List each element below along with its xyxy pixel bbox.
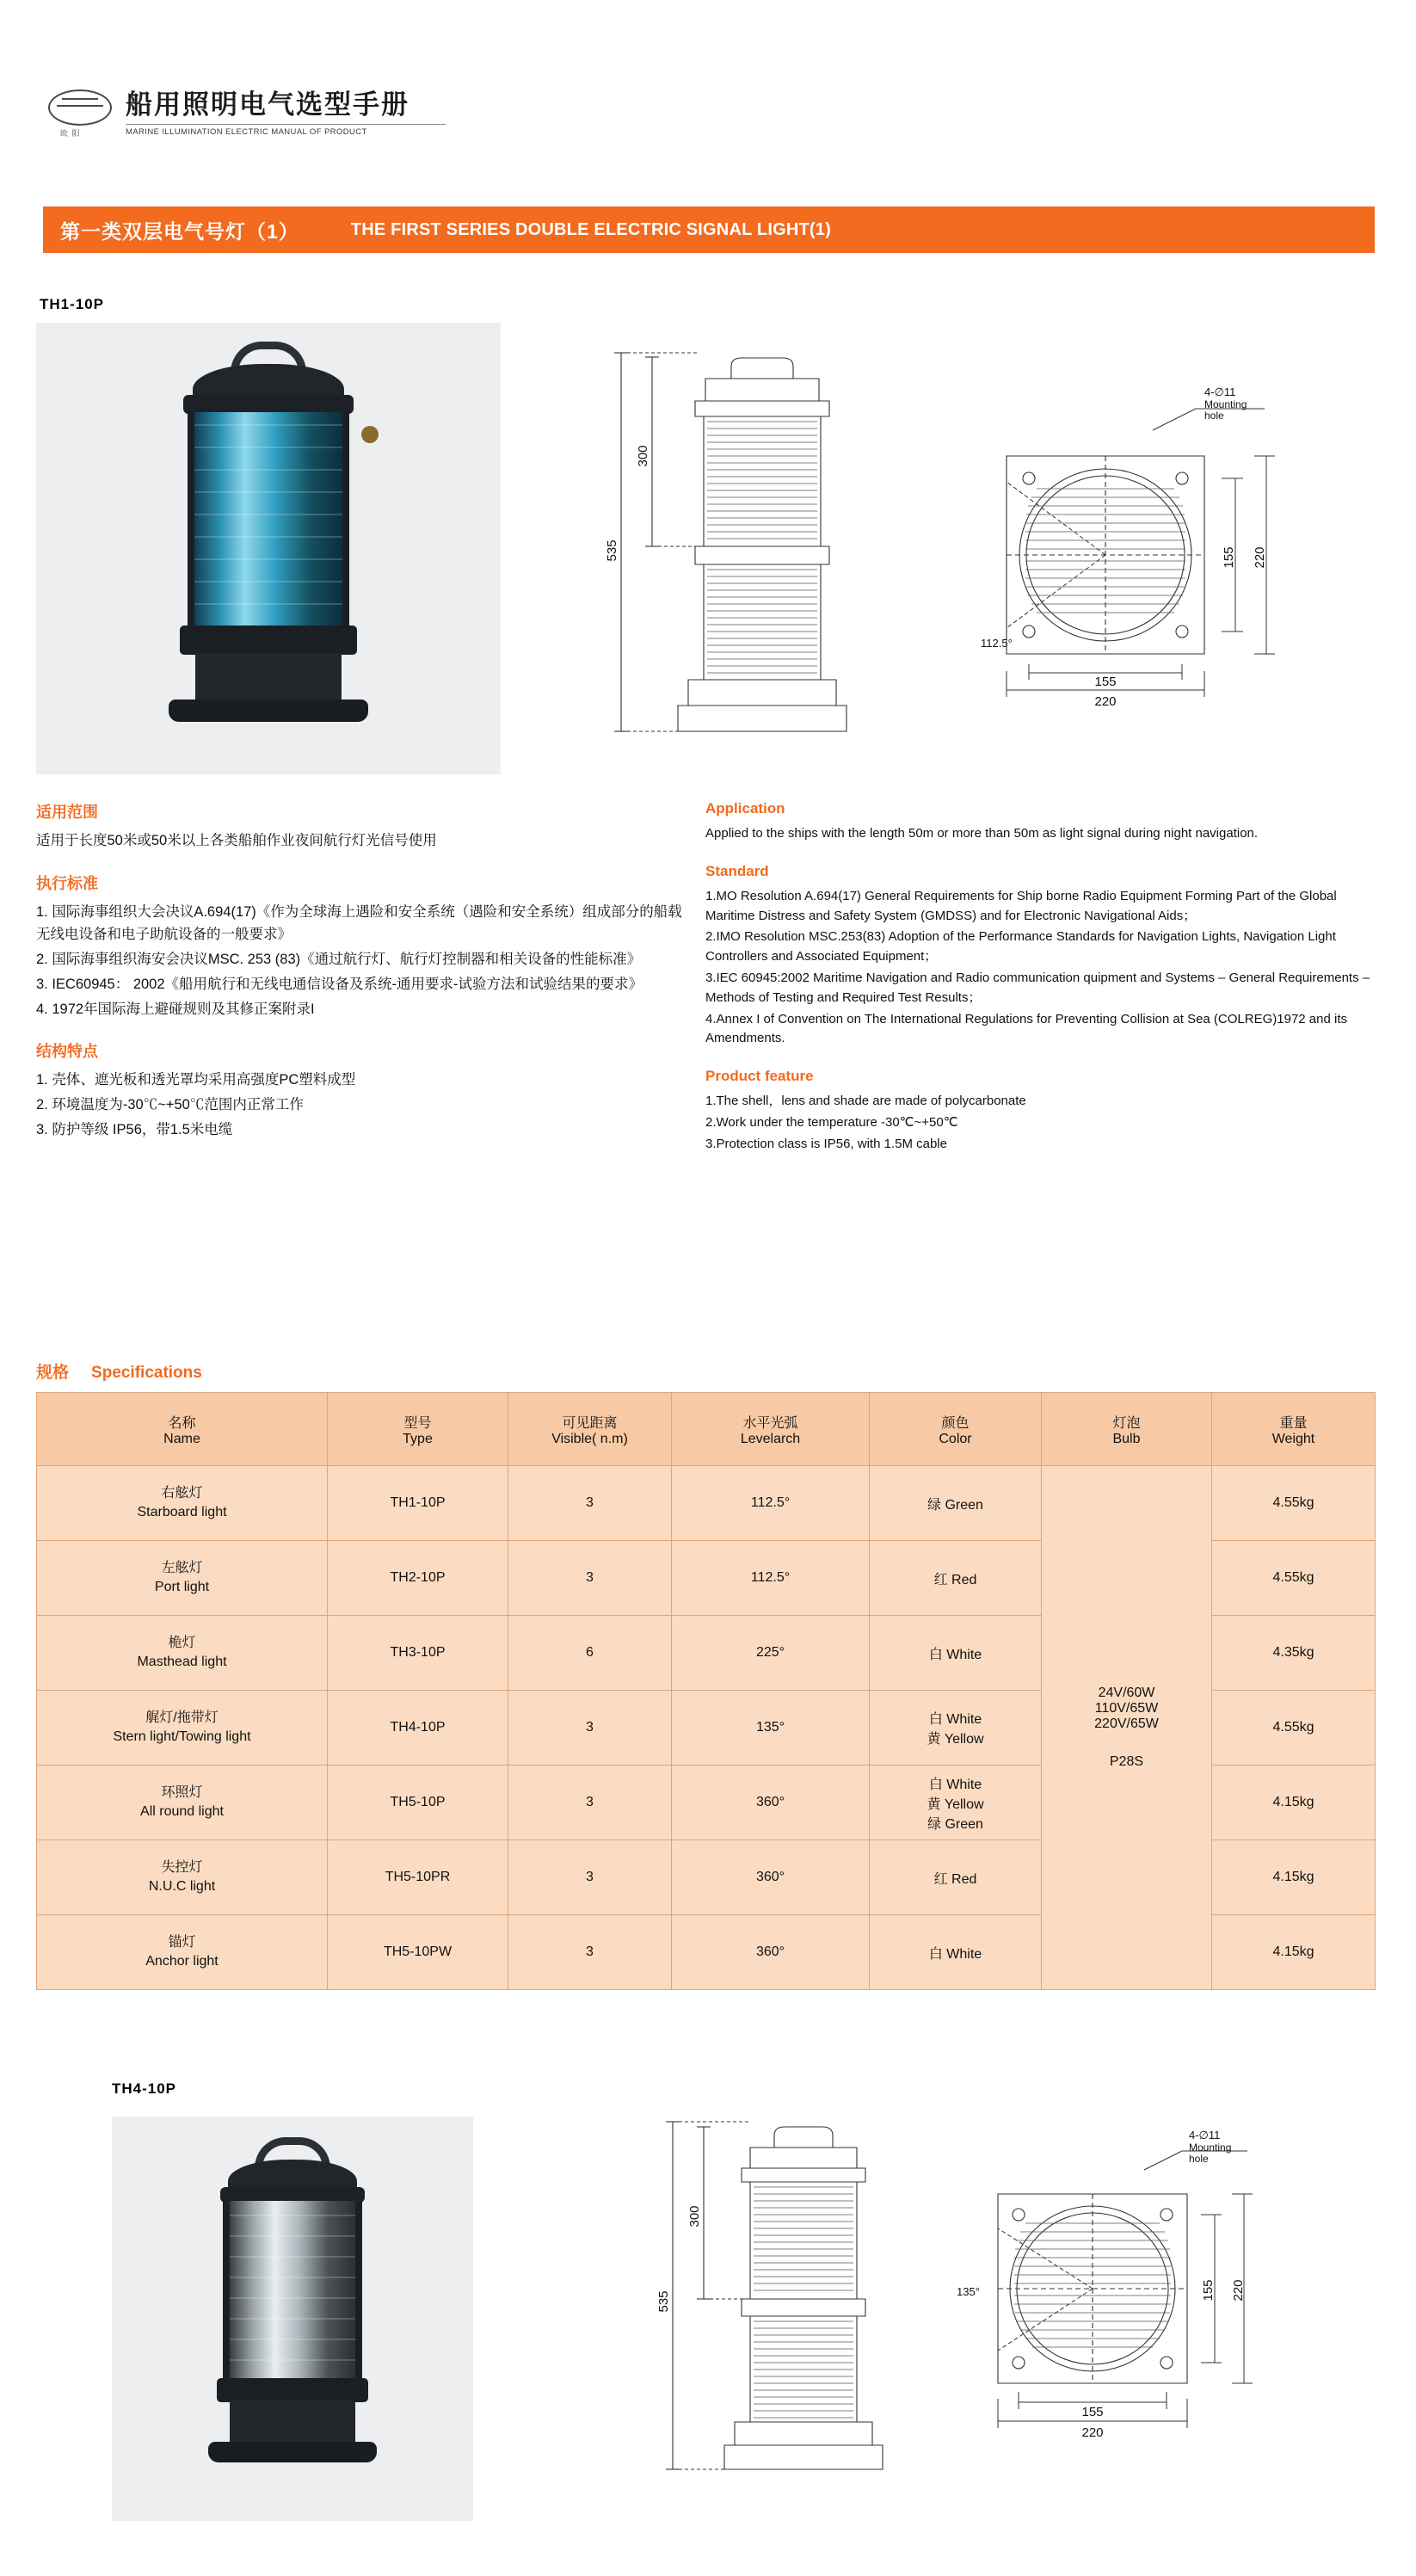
cell-name-cn: 锚灯 [168,1935,196,1950]
cell-visible: 3 [508,1691,672,1766]
dim-inner-height: 155 [1222,546,1236,569]
cell-name [37,1915,328,1990]
spec-title-en: Specifications [91,1364,202,1382]
dim-inner-width-2: 155 [1081,2405,1104,2419]
cell-color-item: 红 Red [933,1572,977,1587]
cell-color-item: 白 White [928,1712,982,1727]
col-weight-en: Weight [1271,1431,1315,1446]
cell-levelarch: 360° [672,1915,870,1990]
dim-inner-width: 155 [1094,675,1117,689]
col-weight-cn: 重量 [1279,1415,1308,1431]
cell-name-cn: 右舷灯 [161,1486,203,1501]
standard-head-en: Standard [705,862,769,879]
dim-flange-height: 220 [1253,546,1267,569]
text-column-en [705,800,1385,1174]
cell-color [870,1840,1042,1915]
table-row [37,1466,1376,1541]
banner-title-cn: 第一类双层电气号灯（1） [60,219,299,243]
feature-head-en: Product feature [705,1068,814,1085]
mounting-hole-note-3: hole [1189,2153,1209,2165]
cell-name-en: Stern light/Towing light [113,1729,251,1744]
cell-name-cn: 艉灯/拖带灯 [145,1710,219,1726]
banner-title-en: THE FIRST SERIES DOUBLE ELECTRIC SIGNAL LIGHT(1) [350,219,831,239]
cell-weight: 4.55kg [1212,1691,1376,1766]
cell-name-en: All round light [140,1804,224,1819]
cell-levelarch: 225° [672,1616,870,1691]
cell-levelarch: 360° [672,1766,870,1840]
col-visible-cn: 可见距离 [562,1415,618,1431]
model-label-th1-10p: TH1-10P [40,296,105,312]
cell-name-cn: 失控灯 [161,1860,203,1876]
standard-item-en: 1.MO Resolution A.694(17) General Requirements for Ship borne Radio Equipment Forming Part of the Global Maritime Distress and Safety System (GMDSS) and for Electronic Navigational Aids； [705,888,1337,923]
cell-name [37,1616,328,1691]
scope-head-cn: 适用范围 [36,804,98,821]
standard-body-en [705,887,1385,1049]
cell-visible: 3 [508,1766,672,1840]
dim-upper-height: 300 [636,445,650,467]
dim-width-2: 220 [1081,2425,1104,2440]
cell-type: TH1-10P [328,1466,508,1541]
standard-item-en: 2.IMO Resolution MSC.253(83) Adoption of the Performance Standards for Navigation Lights, Navigation Light Controllers and Associated Equipment； [705,929,1336,964]
cell-name-en: Anchor light [145,1954,219,1969]
mounting-hole-note-1: 4-∅11 [1189,2129,1221,2142]
standard-item-cn: 1. 国际海事组织大会决议A.694(17)《作为全球海上遇险和安全系统（遇险和安全系统）组成部分的船载无线电设备和电子助航设备的一般要求》 [36,903,682,943]
cell-type: TH3-10P [328,1616,508,1691]
document-title-en: MARINE ILLUMINATION ELECTRIC MANUAL OF PRODUCT [126,124,446,137]
feature-body-en [705,1092,1385,1154]
technical-drawing-th4-10p [654,2099,1342,2504]
cell-name [37,1766,328,1840]
cell-levelarch: 135° [672,1691,870,1766]
cell-color [870,1616,1042,1691]
product-photo-th4-10p [112,2117,473,2521]
bulb-socket: P28S [1109,1754,1144,1769]
standard-head-cn: 执行标准 [36,874,98,892]
col-name-en: Name [163,1431,200,1446]
cell-name-en: Port light [154,1580,210,1594]
cell-weight: 4.15kg [1212,1766,1376,1840]
bulb-line: 24V/60W [1098,1685,1155,1700]
col-name-cn: 名称 [168,1415,196,1431]
cell-weight: 4.55kg [1212,1541,1376,1616]
col-levelarch [672,1393,870,1466]
col-type [328,1393,508,1466]
cell-type: TH5-10PW [328,1915,508,1990]
cell-color [870,1466,1042,1541]
col-type-cn: 型号 [403,1415,432,1431]
bulb-line: 220V/65W [1094,1716,1159,1731]
cell-color-item: 绿 Green [927,1816,983,1832]
cell-color [870,1691,1042,1766]
angle-label-2: 135° [957,2285,980,2298]
col-weight [1212,1393,1376,1466]
dim-upper-height-2: 300 [687,2205,702,2228]
cell-bulb [1042,1466,1212,1990]
cell-type: TH2-10P [328,1541,508,1616]
feature-head-cn: 结构特点 [36,1043,98,1061]
cell-name-cn: 左舷灯 [161,1561,203,1576]
document-header [45,83,446,146]
cell-name [37,1541,328,1616]
standard-item-en: 3.IEC 60945:2002 Maritime Navigation and Radio communication quipment and Systems – General Requirements – Methods of Testing and Required Test Results； [705,970,1370,1005]
standard-item-cn: 3. IEC60945： 2002《船用航行和无线电通信设备及系统-通用要求-试验方法和试验结果的要求》 [36,976,643,992]
spec-title-cn: 规格 [36,1364,70,1382]
col-visible [508,1393,672,1466]
cell-visible: 3 [508,1915,672,1990]
standard-item-cn: 4. 1972年国际海上避碰规则及其修正案附录I [36,1001,315,1017]
technical-drawing-th1-10p [602,327,1359,766]
feature-item-en: 2.Work under the temperature -30℃~+50℃ [705,1114,958,1130]
feature-item-cn: 2. 环境温度为-30℃~+50℃范围内正常工作 [36,1097,304,1113]
cell-type: TH5-10PR [328,1840,508,1915]
title-block [126,90,446,139]
cell-weight: 4.15kg [1212,1840,1376,1915]
cell-color-item: 黄 Yellow [927,1796,984,1812]
cell-color-item: 黄 Yellow [927,1732,984,1747]
cell-color-item: 绿 Green [927,1497,983,1513]
standard-item-en: 4.Annex I of Convention on The International Regulations for Preventing Collision at Sea (COLREG)1972 and its Amendments. [705,1011,1347,1046]
col-color-cn: 颜色 [941,1415,970,1431]
angle-label-1: 112.5° [981,637,1013,650]
logo-subtext: 欧 阳 [60,129,81,138]
cell-name-en: Masthead light [137,1655,227,1669]
cell-visible: 3 [508,1541,672,1616]
cell-levelarch: 360° [672,1840,870,1915]
cell-visible: 6 [508,1616,672,1691]
section-banner [43,206,1375,253]
dim-width: 220 [1094,694,1117,709]
cell-color-item: 白 White [928,1946,982,1962]
col-name [37,1393,328,1466]
cell-type: TH4-10P [328,1691,508,1766]
bulb-spacer [1044,1732,1210,1754]
specifications-table [36,1392,1376,1990]
table-header-row [37,1393,1376,1466]
scope-body-cn: 适用于长度50米或50米以上各类船舶作业夜间航行灯光信号使用 [36,833,437,848]
cell-name [37,1840,328,1915]
feature-item-en: 3.Protection class is IP56, with 1.5M cable [705,1136,947,1151]
dim-flange-height-2: 220 [1231,2279,1246,2302]
cell-name [37,1691,328,1766]
cell-color [870,1541,1042,1616]
col-bulb [1042,1393,1212,1466]
col-levelarch-en: Levelarch [740,1431,801,1446]
col-color [870,1393,1042,1466]
document-title-cn: 船用照明电气选型手册 [126,89,409,120]
cell-weight: 4.35kg [1212,1616,1376,1691]
product-photo-th1-10p [36,323,501,774]
standard-body-cn [36,901,690,1021]
specifications-title [36,1359,202,1383]
cell-levelarch: 112.5° [672,1541,870,1616]
feature-item-cn: 3. 防护等级 IP56，带1.5米电缆 [36,1121,233,1137]
cell-weight: 4.55kg [1212,1466,1376,1541]
cell-color [870,1766,1042,1840]
standard-item-cn: 2. 国际海事组织海安会决议MSC. 253 (83)《通过航行灯、航行灯控制器和相关设备的性能标准》 [36,952,642,968]
dim-total-height: 535 [605,539,619,562]
cell-color [870,1915,1042,1990]
cell-name [37,1466,328,1541]
cell-visible: 3 [508,1840,672,1915]
col-type-en: Type [403,1431,433,1446]
cell-color-item: 白 White [928,1647,982,1662]
col-visible-en: Visible( n.m) [551,1431,628,1446]
col-levelarch-cn: 水平光弧 [742,1415,798,1431]
scope-body-en: Applied to the ships with the length 50m or more than 50m as light signal during night navigation. [705,826,1259,841]
mounting-hole-note-2: Mounting [1189,2142,1232,2154]
feature-body-cn [36,1069,690,1141]
cell-color-item: 白 White [928,1777,982,1792]
cell-visible: 3 [508,1466,672,1541]
dim-total-height-2: 535 [656,2290,671,2313]
scope-head-en: Application [705,800,785,817]
company-logo-icon [45,83,112,146]
mounting-hole-note-2: Mounting [1204,398,1247,410]
col-color-en: Color [939,1431,972,1446]
mounting-hole-note-3: hole [1204,410,1224,422]
cell-name-cn: 桅灯 [168,1636,196,1651]
mounting-hole-note-1: 4-∅11 [1204,385,1236,398]
feature-item-en: 1.The shell，lens and shade are made of polycarbonate [705,1094,1026,1109]
col-bulb-cn: 灯泡 [1112,1415,1141,1431]
text-column-cn [36,800,690,1160]
model-label-th4-10p: TH4-10P [112,2080,177,2097]
col-bulb-en: Bulb [1112,1431,1141,1446]
cell-levelarch: 112.5° [672,1466,870,1541]
cell-name-en: N.U.C light [148,1879,216,1894]
dim-inner-height-2: 155 [1201,2279,1216,2302]
cell-type: TH5-10P [328,1766,508,1840]
cell-weight: 4.15kg [1212,1915,1376,1990]
cell-name-cn: 环照灯 [161,1785,203,1801]
cell-name-en: Starboard light [137,1505,227,1519]
bulb-line: 110V/65W [1094,1701,1159,1716]
feature-item-cn: 1. 壳体、遮光板和透光罩均采用高强度PC塑料成型 [36,1072,356,1088]
cell-color-item: 红 Red [933,1871,977,1887]
